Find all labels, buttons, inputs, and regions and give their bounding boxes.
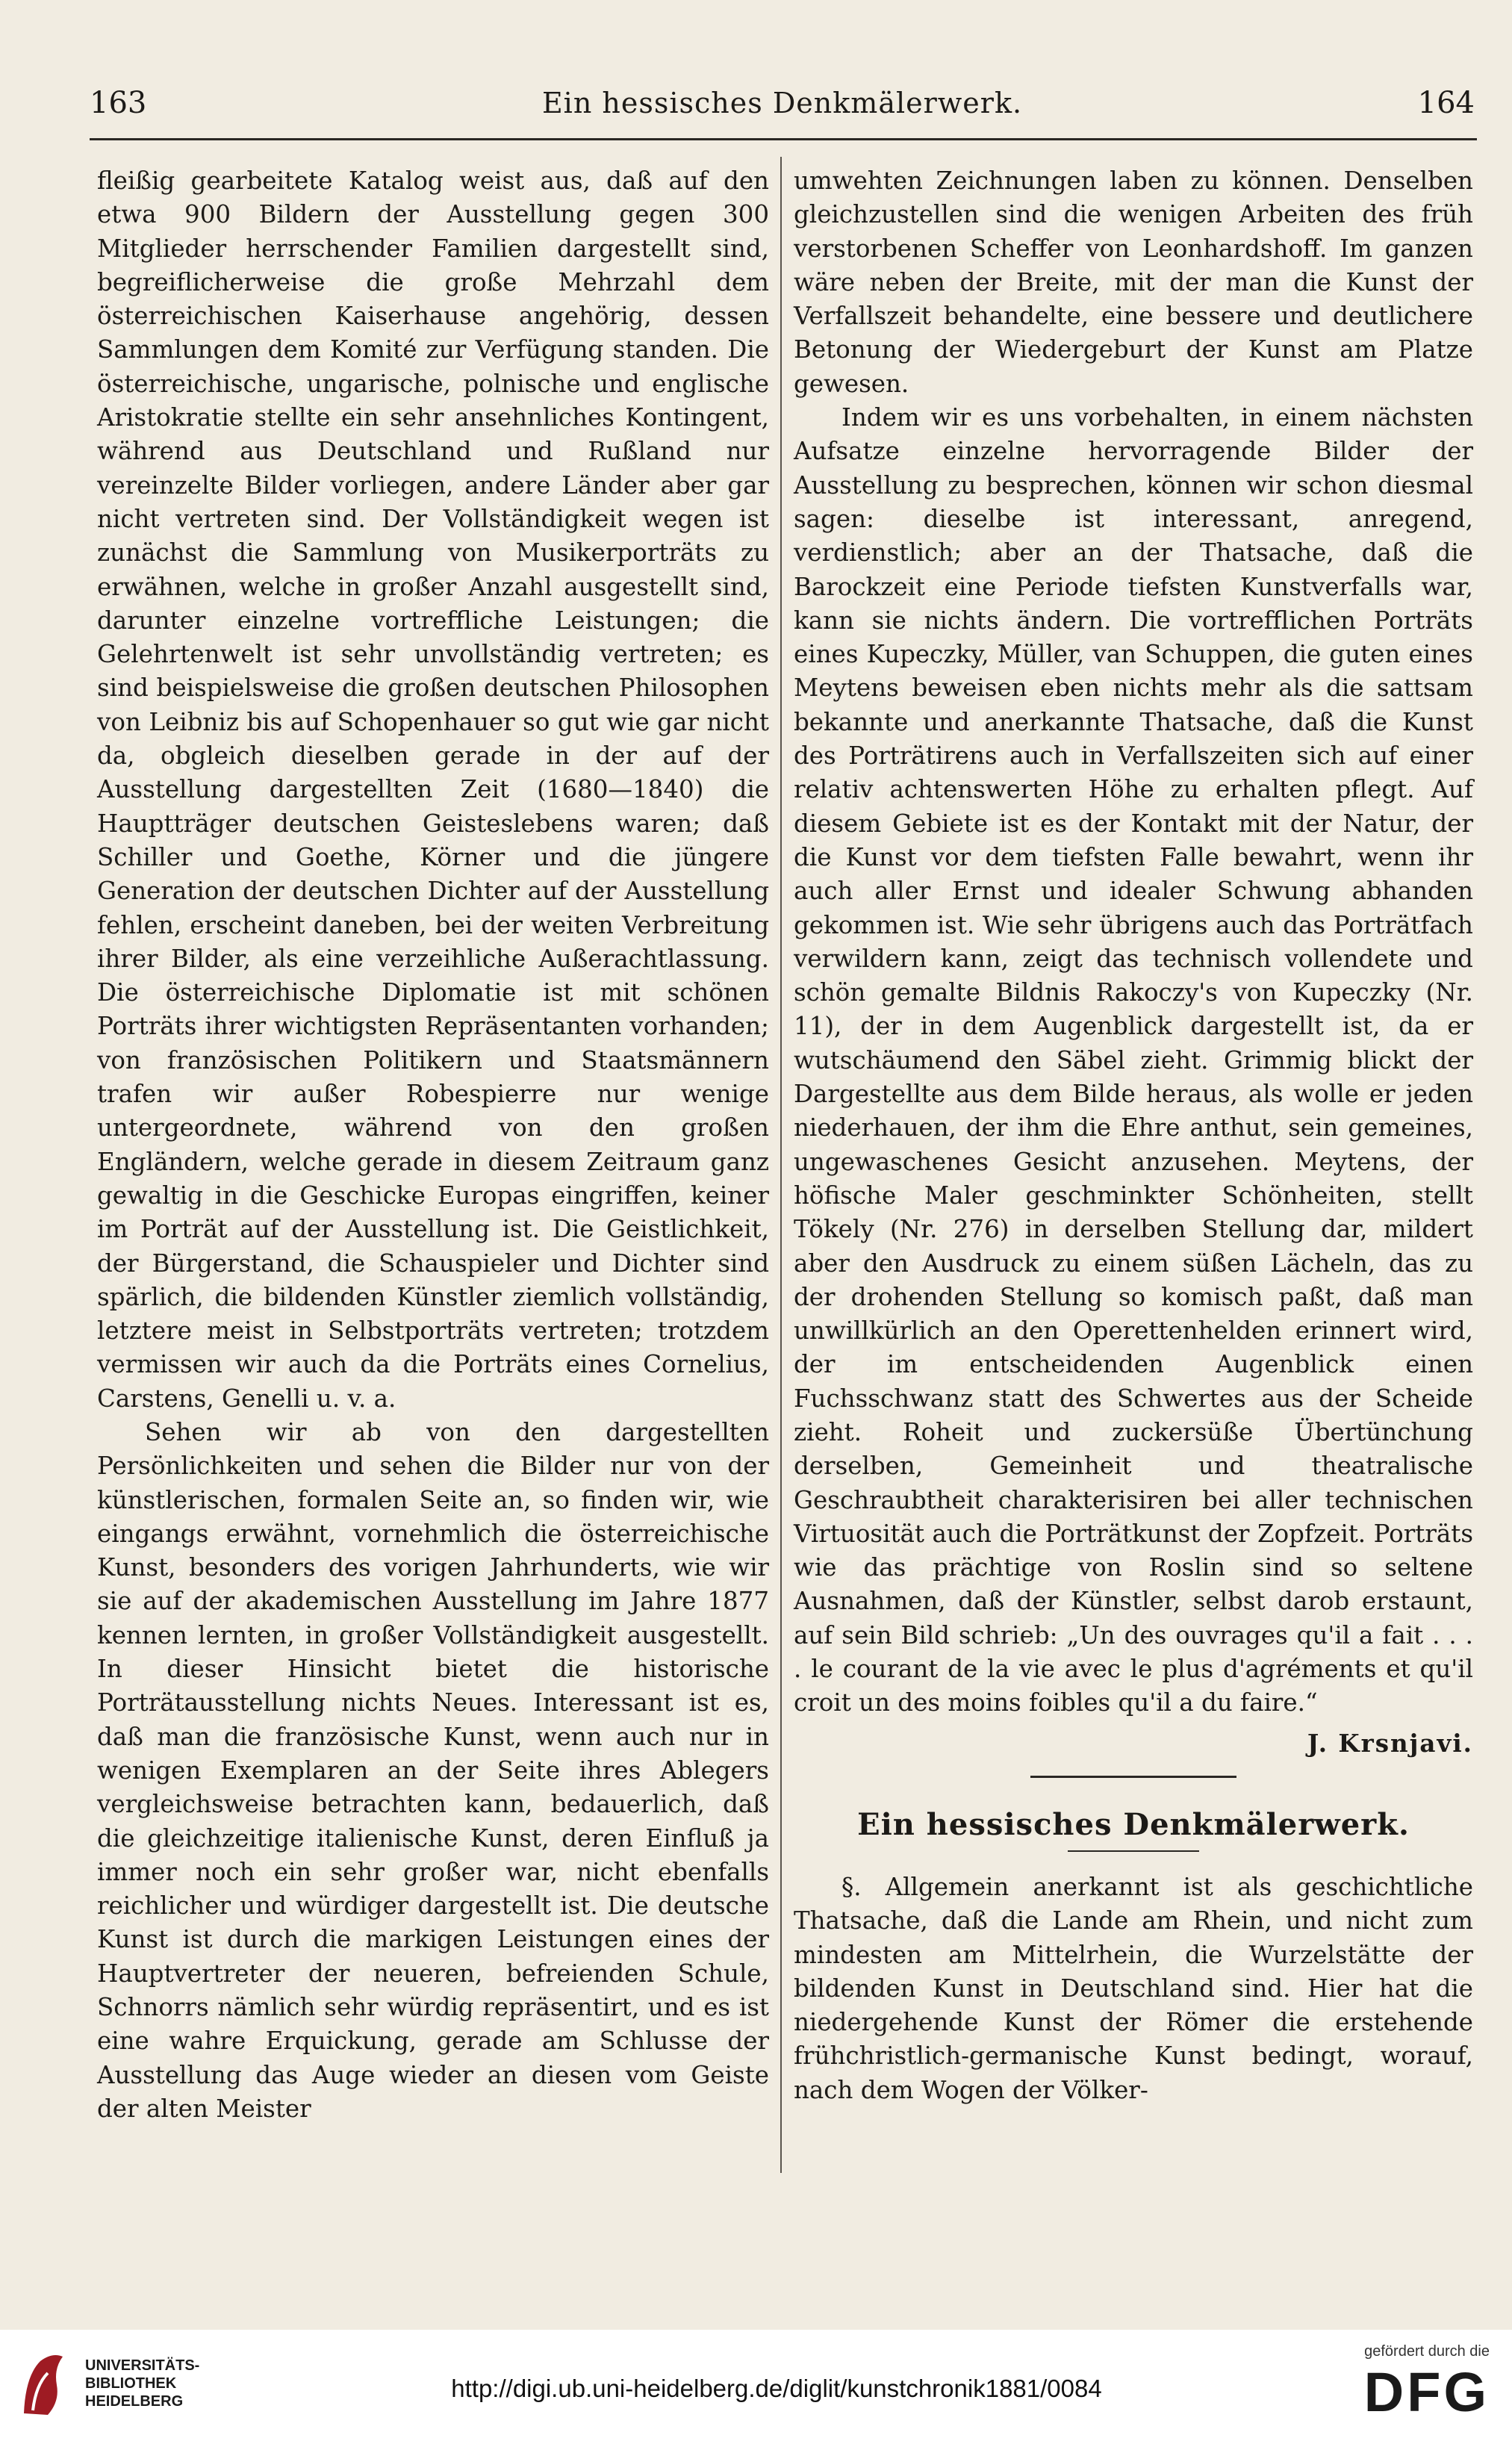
page-number-left: 163: [90, 86, 147, 120]
library-seal-icon: [18, 2346, 72, 2421]
library-logo: [18, 2346, 199, 2421]
column-separator: [780, 157, 782, 2173]
section-paragraph: §. Allgemein anerkannt ist als geschichtliche Thatsache, daß die Lande am Rhein, und nicht zum mindesten am Mittelrhein, die Wurzelstätte der bildenden Kunst in Deutschland sind. Hier hat die niedergehende Kunst der Römer die erstehende frühchristlich-germanische Kunst bedingt, worauf, nach dem Wogen der Völker-: [794, 1873, 1473, 2104]
page-header: [90, 81, 1475, 125]
library-name: [85, 2357, 199, 2410]
left-paragraph-1: fleißig gearbeitete Katalog weist aus, daß auf den etwa 900 Bildern der Ausstellung gegen 300 Mitglieder herrschender Familien dargestellt sind, begreiflicherweise die große Mehrzahl dem österreichischen Kaiserhause angehörig, dessen Sammlungen dem Komité zur Verfügung standen. Die österreichische, ungarische, polnische und englische Aristokratie stellte ein sehr ansehnliches Kontingent, während aus Deutschland und Rußland nur vereinzelte Bilder vorliegen, andere Länder aber gar nicht vertreten sind. Der Vollständigkeit wegen ist zunächst die Sammlung von Musikerporträts zu erwähnen, welche in großer Anzahl ausgestellt sind, darunter einzelne vortreffliche Leistungen; die Gelehrtenwelt ist sehr unvollständig vertreten; es sind beispielsweise die großen deutschen Philosophen von Leibniz bis auf Schopenhauer so gut wie gar nicht da, obgleich dieselben gerade in der auf der Ausstellung dargestellten Zeit (1680—1840) die Hauptträger deutschen Geisteslebens waren; daß Schiller und Goethe, Körner und die jüngere Generation der deutschen Dichter auf der Ausstellung fehlen, erscheint daneben, bei der weiten Verbreitung ihrer Bilder, als eine verzeihliche Außerachtlassung. Die österreichische Diplomatie ist mit schönen Porträts ihrer wichtigsten Repräsentanten vorhanden; von französischen Politikern und Staatsmännern trafen wir außer Robespierre nur wenige untergeordnete, während von den großen Engländern, welche gerade in diesem Zeitraum ganz gewaltig in die Geschicke Europas eingriffen, keiner im Porträt auf der Ausstellung ist. Die Geistlichkeit, der Bürgerstand, die Schauspieler und Dichter sind spärlich, die bildenden Künstler ziemlich vollständig, letztere meist in Selbstporträts vertreten; trotzdem vermissen wir auch da die Porträts eines Cornelius, Carstens, Genelli u. v. a.: [97, 167, 769, 1413]
source-url-link[interactable]: http://digi.ub.uni-heidelberg.de/diglit/kunstchronik1881/0084: [451, 2375, 1102, 2402]
funded-by-text: gefördert durch die: [1364, 2343, 1490, 2360]
dfg-wordmark: DFG: [1363, 2361, 1490, 2423]
section-heading: Ein hessisches Denkmälerwerk.: [857, 1807, 1410, 1842]
library-line-1: UNIVERSITÄTS-: [85, 2357, 200, 2374]
right-paragraph-1: umwehten Zeichnungen laben zu können. Denselben gleichzustellen sind die wenigen Arbeiten des früh verstorbenen Scheffer von Leonhardshoff. Im ganzen wäre neben der Breite, mit der man die Kunst der Verfallszeit behandelte, eine bessere und deutlichere Betonung der Wiedergeburt der Kunst am Platze gewesen.: [794, 167, 1473, 398]
header-rule: [90, 138, 1477, 140]
section-body: [794, 1871, 1473, 2107]
dfg-logo: [1364, 2343, 1490, 2425]
section-rule-top: [1030, 1776, 1236, 1778]
right-column: [794, 164, 1473, 1760]
section-rule-bottom: [1068, 1850, 1199, 1852]
left-column: [97, 164, 769, 2126]
library-line-3: HEIDELBERG: [85, 2393, 184, 2410]
footer-bar: [0, 2330, 1512, 2441]
left-paragraph-2: Sehen wir ab von den dargestellten Persönlichkeiten und sehen die Bilder nur von der künstlerischen, formalen Seite an, so finden wir, wie eingangs erwähnt, vornehmlich die österreichische Kunst, besonders des vorigen Jahrhunderts, wie wir sie auf der akademischen Ausstellung im Jahre 1877 kennen lernten, in großer Vollständigkeit ausgestellt. In dieser Hinsicht bietet die historische Porträtausstellung nichts Neues. Interessant ist es, daß man die französische Kunst, wenn auch nur in wenigen Exemplaren an der Seite ihres Ablegers vergleichsweise betrachten kann, bedauerlich, daß die gleichzeitige italienische Kunst, deren Einfluß ja immer noch ein sehr großer war, nicht ebenfalls reichlicher und würdiger dargestellt ist. Die deutsche Kunst ist durch die markigen Leistungen eines der Hauptvertreter der neueren, befreienden Schule, Schnorrs nämlich sehr würdig repräsentirt, und es ist eine wahre Erquickung, gerade am Schlusse der Ausstellung das Auge wieder an diesen vom Geiste der alten Meister: [97, 1417, 769, 2123]
running-title: Ein hessisches Denkmälerwerk.: [541, 87, 1023, 119]
right-paragraph-2: Indem wir es uns vorbehalten, in einem nächsten Aufsatze einzelne hervorragende Bilder der Ausstellung zu besprechen, können wir schon diesmal sagen: dieselbe ist interessant, anregend, verdienstlich; aber an der Thatsache, daß die Barockzeit eine Periode tiefsten Kunstverfalls war, kann sie nichts ändern. Die vortrefflichen Porträts eines Kupeczky, Müller, van Schuppen, die guten eines Meytens beweisen eben nichts mehr als die sattsam bekannte und anerkannte Thatsache, daß die Kunst des Porträtirens auch in Verfallszeiten sich auf einer relativ achtenswerten Höhe zu erhalten pflegt. Auf diesem Gebiete ist es der Kontakt mit der Natur, der die Kunst vor dem tiefsten Falle bewahrt, wenn ihr auch aller Ernst und idealer Schwung abhanden gekommen ist. Wie sehr übrigens auch das Porträtfach verwildern kann, zeigt das technisch vollendete und schön gemalte Bildnis Rakoczy's von Kupeczky (Nr. 11), der in dem Augenblick dargestellt ist, da er wutschäumend den Säbel zieht. Grimmig blickt der Dargestellte aus dem Bilde heraus, als wolle er jeden niederhauen, der ihm die Ehre anthut, sein gemeines, ungewaschenes Gesicht anzusehen. Meytens, der höfische Maler geschminkter Schönheiten, stellt Tökely (Nr. 276) in derselben Stellung dar, mildert aber den Ausdruck zu einem süßen Lächeln, das zu der drohenden Stellung so komisch paßt, daß man unwillkürlich an den Operettenhelden erinnert wird, der im entscheidenden Augenblick einen Fuchsschwanz statt des Schwertes aus der Scheide zieht. Roheit und zuckersüße Übertünchung derselben, Gemeinheit und theatralische Geschraubtheit charakterisiren bei aller technischen Virtuosität auch die Porträtkunst der Zopfzeit. Porträts wie das prächtige von Roslin sind so seltene Ausnahmen, daß der Künstler, selbst darob erstaunt, auf sein Bild schrieb: „Un des ouvrages qu'il a fait . . . . le courant de la vie avec le plus d'agréments et qu'il croit un des moins foibles qu'il a du faire.“: [794, 403, 1473, 1717]
author-signature: J. Krsnjavi.: [1307, 1728, 1473, 1758]
page-number-right: 164: [1417, 86, 1475, 120]
library-line-2: BIBLIOTHEK: [85, 2375, 177, 2392]
